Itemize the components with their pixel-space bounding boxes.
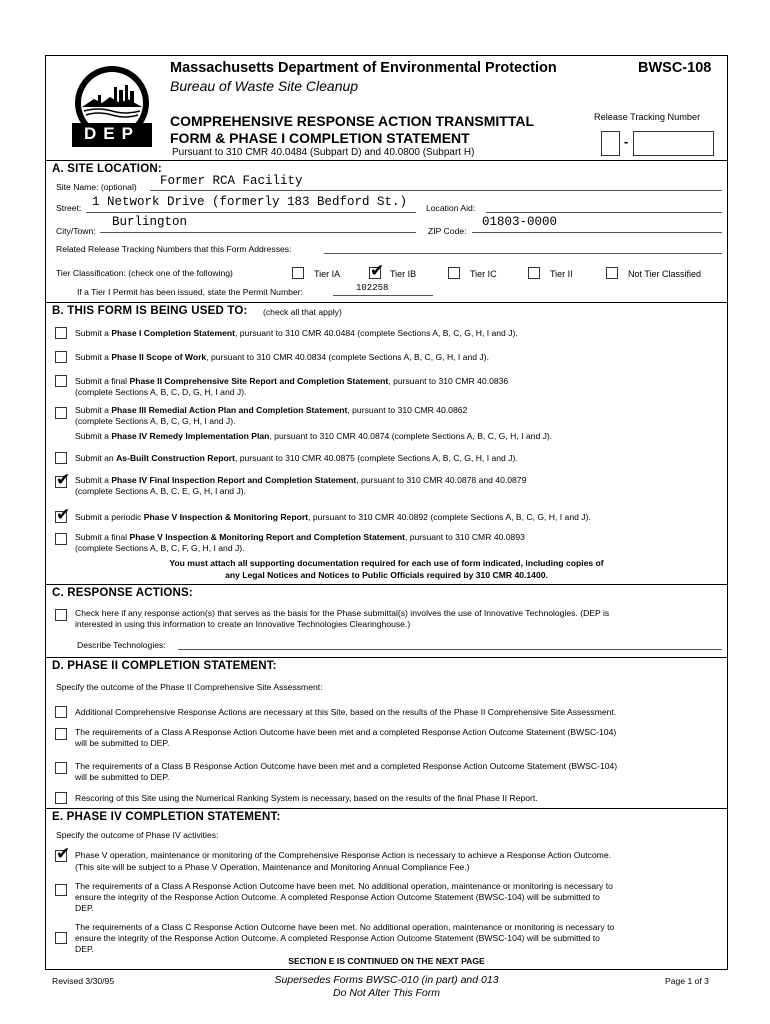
d-item-3-text: The requirements of a Class B Response Action Outcome have been met and a completed Response Action Outcome Statement (BWSC-104) will be submitted to DEP. bbox=[75, 761, 618, 782]
tier-ii-label: Tier II bbox=[550, 269, 573, 279]
attachments-note-line2: any Legal Notices and Notices to Public Officials required by 310 CMR 40.1400. bbox=[225, 570, 548, 580]
b-item-1-text: Submit a Phase I Completion Statement, pursuant to 310 CMR 40.0484 (complete Sections A, B, C, G, H, I and J). bbox=[75, 328, 518, 338]
section-b-heading: B. THIS FORM IS BEING USED TO: bbox=[52, 305, 248, 317]
site-name-input[interactable]: Former RCA Facility bbox=[160, 174, 303, 188]
innovative-tech-text: Check here if any response action(s) that serves as the basis for the Phase submittal(s) involves the use of Innovative Technologies. (DEP is interested in using this information to create an Innovative Technologies Clearinghouse.) bbox=[75, 608, 610, 629]
permit-line bbox=[333, 295, 433, 296]
d-item-4-checkbox[interactable] bbox=[55, 792, 67, 804]
rtn-label: Release Tracking Number bbox=[594, 112, 701, 122]
describe-tech-label: Describe Technologies: bbox=[77, 640, 166, 650]
tier-ib-label: Tier IB bbox=[390, 269, 417, 279]
logo-text: DEP bbox=[84, 124, 140, 143]
dep-logo bbox=[68, 63, 156, 151]
permit-number-input[interactable]: 102258 bbox=[356, 283, 389, 293]
related-rtn-label: Related Release Tracking Numbers that this Form Addresses: bbox=[56, 244, 292, 254]
zip-line bbox=[472, 232, 722, 233]
street-line bbox=[86, 212, 416, 213]
supersedes-text: Supersedes Forms BWSC-010 (in part) and 013 bbox=[274, 974, 499, 986]
attachments-note-line1: You must attach all supporting documentation required for each use of form indicated, including copies of bbox=[169, 558, 604, 568]
tier-ii-checkbox[interactable] bbox=[528, 267, 540, 279]
tier-label: Tier Classification: (check one of the following) bbox=[56, 268, 233, 278]
e-item-1-text: Phase V operation, maintenance or monitoring of the Comprehensive Response Action is necessary to achieve a Response Action Outcome. (This site will be subject to a Phase V Operation, Maintenance and Monitoring Annual Compliance Fee.) bbox=[75, 850, 611, 872]
b-item-3-checkbox[interactable] bbox=[55, 375, 67, 387]
b-item-2-text: Submit a Phase II Scope of Work, pursuant to 310 CMR 40.0834 (complete Sections A, B, C, G, H, I and J). bbox=[75, 352, 489, 362]
b-item-1-checkbox[interactable] bbox=[55, 327, 67, 339]
divider bbox=[45, 808, 728, 809]
not-tier-classified-label: Not Tier Classified bbox=[628, 269, 702, 279]
b-item-6-checkbox[interactable] bbox=[55, 452, 67, 464]
d-item-4-text: Rescoring of this Site using the Numerical Ranking System is necessary, based on the results of the final Phase II Report. bbox=[75, 793, 538, 803]
section-b-note: (check all that apply) bbox=[263, 307, 342, 317]
b-item-8-checkbox[interactable] bbox=[55, 505, 71, 525]
related-rtn-line bbox=[324, 253, 722, 254]
city-line bbox=[100, 232, 416, 233]
tier-ic-label: Tier IC bbox=[470, 269, 497, 279]
location-aid-line bbox=[486, 212, 722, 213]
d-item-2-text: The requirements of a Class A Response Action Outcome have been met and a completed Response Action Outcome Statement (BWSC-104) will be submitted to DEP. bbox=[75, 727, 617, 748]
e-item-3-checkbox[interactable] bbox=[55, 932, 67, 944]
tier-ic-checkbox[interactable] bbox=[448, 267, 460, 279]
site-name-label: Site Name: (optional) bbox=[56, 182, 137, 192]
e-item-2-text: The requirements of a Class A Response Action Outcome have been met. No additional operation, maintenance or monitoring is necessary to ensure the integrity of the Response Action Outcome. A completed Response Action Outcome Statement (BWSC-104) will be submitted to DEP. bbox=[75, 881, 613, 913]
street-label: Street: bbox=[56, 203, 82, 213]
do-not-alter-text: Do Not Alter This Form bbox=[333, 987, 440, 999]
form-id: BWSC-108 bbox=[638, 60, 712, 76]
section-e-continued: SECTION E IS CONTINUED ON THE NEXT PAGE bbox=[288, 956, 485, 966]
b-item-4-checkbox[interactable] bbox=[55, 407, 67, 419]
check-icon: ✔ bbox=[56, 505, 71, 525]
section-e-intro: Specify the outcome of Phase IV activities: bbox=[56, 830, 219, 840]
agency-name: Massachusetts Department of Environmental Protection bbox=[170, 60, 557, 76]
b-item-7-text: Submit a Phase IV Final Inspection Report and Completion Statement, pursuant to 310 CMR 40.0878 and 40.0879 (complete Sections A, B, C, E, G, H, I and J). bbox=[75, 475, 527, 496]
b-item-9-checkbox[interactable] bbox=[55, 533, 67, 545]
section-e-heading: E. PHASE IV COMPLETION STATEMENT: bbox=[52, 811, 281, 823]
divider bbox=[45, 584, 728, 585]
e-item-3-text: The requirements of a Class C Response Action Outcome have been met. No additional operation, maintenance or monitoring is necessary to ensure the integrity of the Response Action Outcome. A completed Response Action Outcome Statement (BWSC-104) will be submitted to DEP. bbox=[75, 922, 615, 954]
permit-label: If a Tier I Permit has been issued, state the Permit Number: bbox=[77, 287, 303, 297]
city-label: City/Town: bbox=[56, 226, 96, 236]
check-icon: ✔ bbox=[56, 844, 71, 864]
b-item-2-checkbox[interactable] bbox=[55, 351, 67, 363]
d-item-1-text: Additional Comprehensive Response Actions are necessary at this Site, based on the results of the Phase II Comprehensive Site Assessment. bbox=[75, 707, 617, 717]
divider bbox=[45, 160, 728, 161]
zip-input[interactable]: 01803-0000 bbox=[482, 215, 558, 229]
b-item-9-text: Submit a final Phase V Inspection & Monitoring Report and Completion Statement, pursuant to 310 CMR 40.0893 (complete Sections A, B, C, F, G, H, I and J). bbox=[75, 532, 525, 553]
tier-ib-checkbox[interactable] bbox=[369, 261, 385, 281]
rtn-part1-input[interactable] bbox=[601, 131, 620, 156]
section-d-intro: Specify the outcome of the Phase II Comprehensive Site Assessment: bbox=[56, 682, 323, 692]
location-aid-label: Location Aid: bbox=[426, 203, 476, 213]
divider bbox=[45, 302, 728, 303]
section-c-heading: C. RESPONSE ACTIONS: bbox=[52, 587, 193, 599]
tier-ia-label: Tier IA bbox=[314, 269, 341, 279]
check-icon: ✔ bbox=[56, 470, 71, 490]
innovative-tech-checkbox[interactable] bbox=[55, 609, 67, 621]
divider bbox=[45, 657, 728, 658]
b-item-8-text: Submit a periodic Phase V Inspection & Monitoring Report, pursuant to 310 CMR 40.0892 (complete Sections A, B, C, G, H, I and J). bbox=[75, 512, 591, 522]
rtn-dash: - bbox=[624, 134, 629, 149]
zip-label: ZIP Code: bbox=[428, 226, 467, 236]
bureau-name: Bureau of Waste Site Cleanup bbox=[170, 78, 359, 94]
form-title-line1: COMPREHENSIVE RESPONSE ACTION TRANSMITTAL bbox=[170, 113, 535, 129]
d-item-1-checkbox[interactable] bbox=[55, 706, 67, 718]
b-item-4-text: Submit a Phase III Remedial Action Plan and Completion Statement, pursuant to 310 CMR 40.0862 (complete Sections A, B, C, G, H, I and J). bbox=[75, 405, 468, 426]
site-name-line bbox=[150, 190, 722, 191]
e-item-1-checkbox[interactable] bbox=[55, 844, 71, 864]
section-a-heading: A. SITE LOCATION: bbox=[52, 163, 162, 175]
b-item-5-text: Submit a Phase IV Remedy Implementation Plan, pursuant to 310 CMR 40.0874 (complete Sections A, B, C, G, H, I and J). bbox=[75, 431, 553, 441]
pursuant-text: Pursuant to 310 CMR 40.0484 (Subpart D) and 40.0800 (Subpart H) bbox=[172, 147, 475, 158]
form-title-line2: FORM & PHASE I COMPLETION STATEMENT bbox=[170, 130, 470, 146]
e-item-2-checkbox[interactable] bbox=[55, 884, 67, 896]
b-item-6-text: Submit an As-Built Construction Report, pursuant to 310 CMR 40.0875 (complete Sections A, B, C, G, H, I and J). bbox=[75, 453, 518, 463]
b-item-3-text: Submit a final Phase II Comprehensive Site Report and Completion Statement, pursuant to 310 CMR 40.0836 (complete Sections A, B, C, D, G, H, I and J). bbox=[75, 376, 509, 397]
street-input[interactable]: 1 Network Drive (formerly 183 Bedford St.) bbox=[92, 195, 408, 209]
check-icon: ✔ bbox=[370, 261, 385, 281]
b-item-7-checkbox[interactable] bbox=[55, 470, 71, 490]
revised-date: Revised 3/30/95 bbox=[52, 976, 115, 986]
section-d-heading: D. PHASE II COMPLETION STATEMENT: bbox=[52, 660, 277, 672]
d-item-2-checkbox[interactable] bbox=[55, 728, 67, 740]
d-item-3-checkbox[interactable] bbox=[55, 762, 67, 774]
page-number: Page 1 of 3 bbox=[665, 976, 709, 986]
rtn-part2-input[interactable] bbox=[633, 131, 714, 156]
describe-tech-line bbox=[178, 649, 722, 650]
not-tier-classified-checkbox[interactable] bbox=[606, 267, 618, 279]
city-input[interactable]: Burlington bbox=[112, 215, 188, 229]
tier-ia-checkbox[interactable] bbox=[292, 267, 304, 279]
